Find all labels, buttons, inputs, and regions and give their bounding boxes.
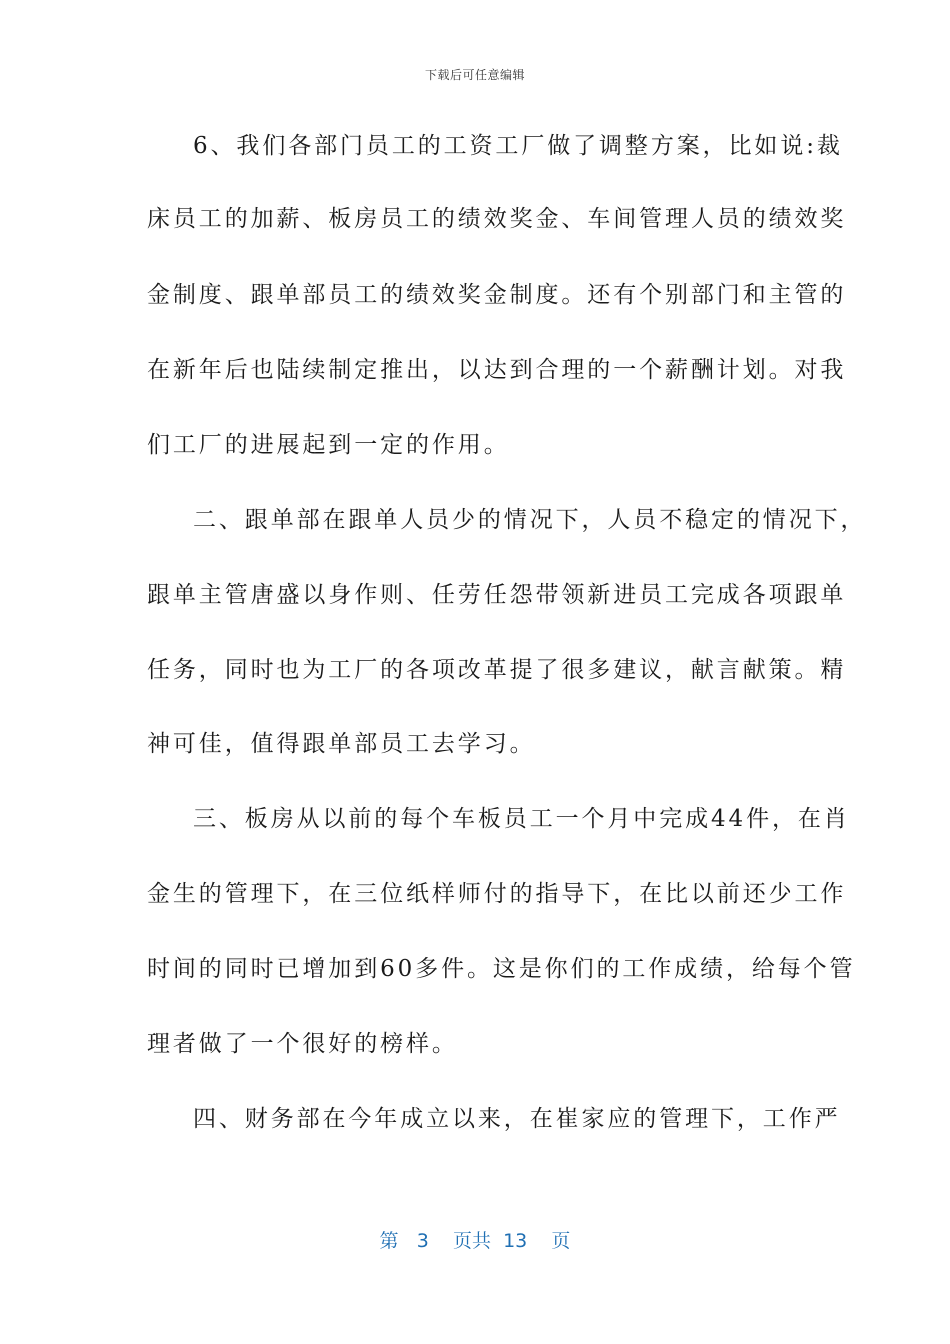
paragraph-line: 们工厂的进展起到一定的作用。: [147, 432, 510, 458]
page-current: 3: [416, 1230, 429, 1252]
paragraph-line: 理者做了一个很好的榜样。: [147, 1031, 458, 1057]
paragraph-line: 任务，同时也为工厂的各项改革提了很多建议，献言献策。精: [147, 657, 847, 683]
page-prefix: 第: [379, 1230, 399, 1252]
paragraph-line: 床员工的加薪、板房员工的绩效奖金、车间管理人员的绩效奖: [147, 206, 847, 232]
page-middle: 页共: [452, 1230, 491, 1252]
paragraph-line: 三、板房从以前的每个车板员工一个月中完成44件，在肖: [193, 806, 850, 832]
paragraph-line: 二、跟单部在跟单人员少的情况下，人员不稳定的情况下，: [193, 507, 867, 533]
paragraph-line: 金生的管理下，在三位纸样师付的指导下，在比以前还少工作: [147, 881, 847, 907]
page-total: 13: [503, 1230, 528, 1252]
paragraph-line: 6、我们各部门员工的工资工厂做了调整方案，比如说:裁: [193, 133, 843, 159]
paragraph-line: 在新年后也陆续制定推出，以达到合理的一个薪酬计划。对我: [147, 357, 847, 383]
page-footer: [0, 1226, 950, 1253]
paragraph-line: 神可佳，值得跟单部员工去学习。: [147, 731, 536, 757]
header-note: 下载后可任意编辑: [424, 68, 525, 82]
paragraph-line: 金制度、跟单部员工的绩效奖金制度。还有个别部门和主管的: [147, 282, 847, 308]
paragraph-line: 跟单主管唐盛以身作则、任劳任怨带领新进员工完成各项跟单: [147, 582, 847, 608]
page-suffix: 页: [551, 1230, 571, 1252]
paragraph-line: 时间的同时已增加到60多件。这是你们的工作成绩，给每个管: [147, 956, 856, 982]
paragraph-line: 四、财务部在今年成立以来，在崔家应的管理下，工作严: [193, 1106, 841, 1132]
